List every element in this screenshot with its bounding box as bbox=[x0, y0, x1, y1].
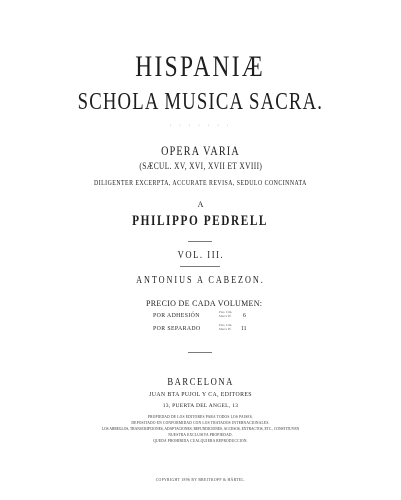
short-rule-middle bbox=[180, 266, 220, 267]
rights-notice-line: DEPOSITADO EN CONFORMIDAD CON LOS TRATADOS INTERNACIONALES. bbox=[131, 421, 270, 425]
editor-name: PHILIPPO PEDRELL bbox=[132, 213, 269, 229]
rights-notice-line: LOS ARREGLOS, TRANSCRIPCIONES, ADAPTACIONES, REFUNDICIONES, ACCESOS, EXTRACTOS, ETC., CONSTITUYEN bbox=[101, 427, 300, 431]
rights-notice-line: NUESTRA EXCLUSIVA PROPIEDAD. bbox=[168, 433, 233, 437]
rights-notice-line: QUEDA PROHIBIDA CUALQUIERA REPRODUCCION. bbox=[153, 439, 248, 443]
composer-name: ANTONIUS A CABEZON. bbox=[136, 275, 265, 286]
price-row-units: Ptas. Ctm. Marcs Pf. bbox=[219, 323, 233, 331]
price-row-number: 11 bbox=[241, 326, 247, 332]
price-row-label: POR ADHESIÓN bbox=[153, 313, 200, 319]
description-line: DILIGENTER EXCERPTA, ACCURATE REVISA, SEDULO CONCINNATA bbox=[94, 178, 307, 187]
short-rule-top bbox=[188, 241, 212, 242]
short-rule-bottom bbox=[188, 352, 212, 353]
ornament-divider: · · · · · · · bbox=[169, 123, 232, 129]
imprint-publisher: JUAN BTA PUJOL Y CA, EDITORES bbox=[149, 392, 252, 398]
subtitle: OPERA VARIA bbox=[161, 143, 240, 158]
period-line: (SÆCUL. XV, XVI, XVII ET XVIII) bbox=[139, 162, 262, 172]
imprint-city: BARCELONA bbox=[167, 376, 234, 388]
title-line-2: SCHOLA MUSICA SACRA. bbox=[77, 89, 324, 115]
connector-word: A bbox=[197, 200, 204, 209]
price-heading: PRECIO DE CADA VOLUMEN: bbox=[146, 299, 263, 308]
volume-number: VOL. III. bbox=[177, 249, 224, 261]
imprint-address: 13, PUERTA DEL ANGEL, 13 bbox=[162, 403, 239, 409]
price-row-number: 6 bbox=[243, 313, 246, 319]
copyright-line: COPYRIGHT 1896 BY BREITKOPF & HÄRTEL. bbox=[155, 478, 246, 482]
price-row-label: POR SEPARADO bbox=[153, 326, 201, 332]
rights-notice-line: PROPIEDAD DE LOS EDITORES PARA TODOS LOS PAISES. bbox=[147, 415, 254, 419]
price-row-units: Ptas. Ctm. Marcs Pf. bbox=[219, 310, 233, 318]
title-line-1: HISPANIÆ bbox=[135, 50, 266, 83]
